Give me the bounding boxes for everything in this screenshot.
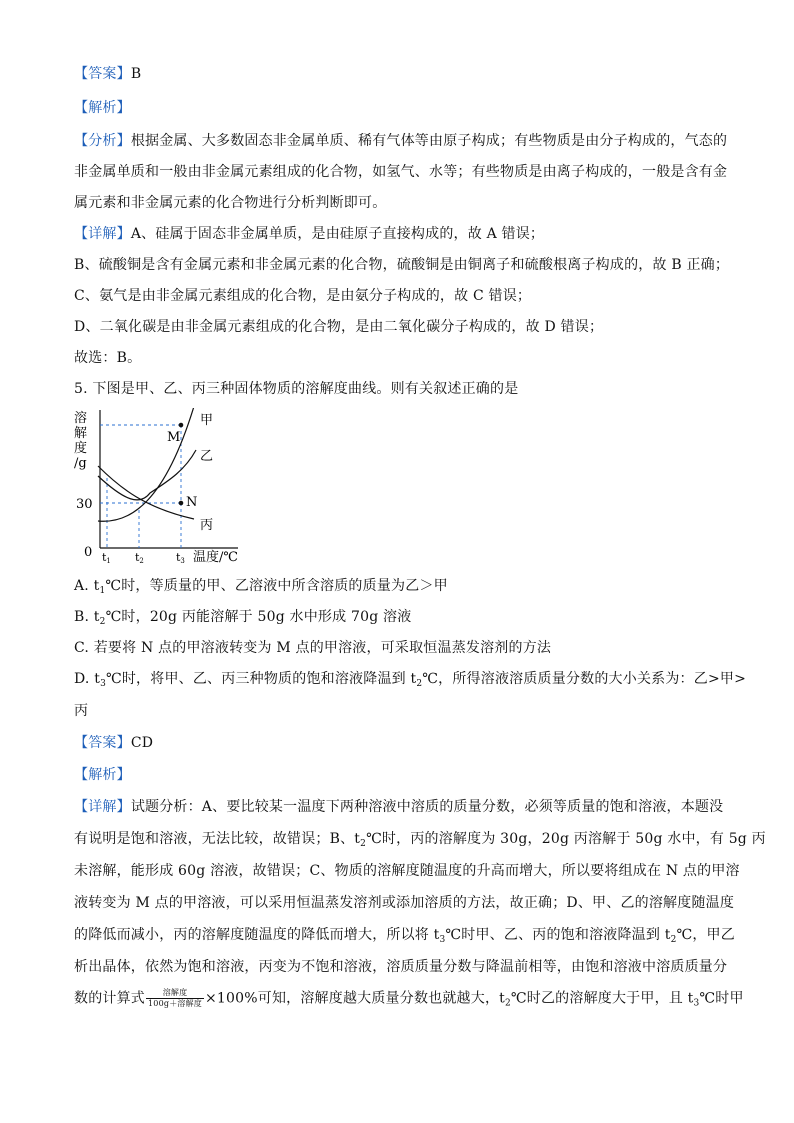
- choose-line: 故选：B。: [74, 350, 142, 366]
- answer-tag: 【答案】: [74, 66, 131, 82]
- xiangjie-line-d: D、二氧化碳是由非金属元素组成的化合物，是由二氧化碳分子构成的，故 D 错误；: [74, 319, 604, 335]
- answer-line-1: [74, 64, 141, 84]
- detail-7s2: 3: [693, 998, 700, 1009]
- detail-7c: ℃时乙的溶解度大于甲，且 t: [510, 990, 694, 1007]
- legend-bing: 丙: [200, 518, 214, 533]
- xtick-t1: t1: [102, 551, 111, 565]
- detail-text-1: 试题分析：A、要比较某一温度下两种溶液中溶质的质量分数，必须等质量的饱和溶液，本题没: [130, 799, 724, 815]
- analysis-tag: 【解析】: [74, 100, 131, 116]
- option-c: C. 若要将 N 点的甲溶液转变为 M 点的甲溶液，可采取恒温蒸发溶剂的方法: [74, 640, 552, 656]
- option-d-sub2: 2: [416, 679, 423, 689]
- answer-tag-2: 【答案】: [74, 735, 131, 751]
- option-a-post: ℃时，等质量的甲、乙溶液中所含溶质的质量为乙＞甲: [105, 578, 448, 594]
- curve-bing: [98, 466, 194, 519]
- detail-line-7: [74, 988, 744, 1014]
- legend-jia: 甲: [200, 413, 214, 428]
- point-n: [179, 501, 184, 506]
- label-n: N: [186, 495, 198, 510]
- analysis-tag-2: 【解析】: [74, 767, 131, 783]
- option-b-sub: 2: [99, 617, 106, 627]
- fraction-denominator: 100g＋溶解度: [148, 999, 202, 1008]
- label-m: M: [167, 430, 181, 445]
- option-b-pre: B. t: [74, 609, 100, 625]
- detail-line-1: [74, 797, 723, 817]
- xiangjie-line-c: C、氨气是由非金属元素组成的化合物，是由氨分子构成的，故 C 错误；: [74, 288, 532, 304]
- xiangjie-line-a: [74, 224, 544, 244]
- detail-line-6: 析出晶体，依然为饱和溶液，丙变为不饱和溶液，溶质质量分数与降温前相等，由饱和溶液中溶质质量分: [74, 959, 728, 975]
- detail-7a: 数的计算式: [74, 990, 145, 1007]
- xiangjie-tag-2: 【详解】: [74, 799, 131, 815]
- detail-line-3: 未溶解，能形成 60g 溶液，故错误；C、物质的溶解度随温度的升高而增大，所以要将组成在 N 点的甲溶: [74, 863, 740, 879]
- answer-value-2: CD: [130, 735, 154, 751]
- xiangjie-tag: 【详解】: [74, 226, 131, 242]
- analysis-heading-1: [74, 98, 131, 118]
- detail-2a: 有说明是饱和溶液，无法比较，故错误；B、t: [74, 831, 361, 847]
- option-d-wrap: 丙: [74, 703, 89, 719]
- option-a-pre: A. t: [74, 578, 100, 594]
- detail-7s1: 2: [504, 998, 511, 1009]
- ylabel-char-2: 解: [74, 426, 88, 441]
- analysis-heading-2: [74, 765, 131, 785]
- fenxi-text-1: 根据金属、大多数固态非金属单质、稀有气体等由原子构成；有些物质是由分子构成的，气态的: [130, 133, 728, 149]
- option-d: [74, 669, 746, 694]
- option-d-post: ℃，所得溶液溶质质量分数的大小关系为：乙>甲>: [422, 671, 747, 687]
- fenxi-line-1: [74, 131, 727, 151]
- option-d-pre: D. t: [74, 671, 101, 687]
- fenxi-tag: 【分析】: [74, 133, 131, 149]
- fraction-numerator: 溶解度: [146, 988, 204, 999]
- detail-2s: 2: [360, 839, 367, 849]
- detail-7b: ×100%可知，溶解度越大质量分数也就越大，t: [205, 990, 505, 1007]
- legend-yi: 乙: [200, 449, 214, 464]
- detail-5c: ℃，甲乙: [676, 927, 735, 943]
- answer-value: B: [130, 66, 142, 82]
- xiangjie-text-a: A、硅属于固态非金属单质，是由硅原子直接构成的，故 A 错误；: [130, 226, 545, 242]
- option-d-sub1: 3: [100, 679, 106, 689]
- ylabel-char-4: /g: [74, 456, 87, 471]
- xtick-t2: t2: [135, 551, 144, 565]
- detail-line-2: [74, 829, 766, 854]
- ytick-30: 30: [76, 497, 93, 512]
- xiangjie-line-b: B、硫酸铜是含有金属元素和非金属元素的化合物，硫酸铜是由铜离子和硫酸根离子构成的，故 B 正确；: [74, 257, 730, 273]
- detail-2b: ℃时，丙的溶解度为 30g，20g 丙溶解于 50g 水中，有 5g 丙: [366, 831, 766, 847]
- option-b: [74, 607, 411, 632]
- fenxi-line-2: 非金属单质和一般由非金属元素组成的化合物，如氢气、水等；有些物质是由离子构成的，一般是含有金: [74, 164, 728, 180]
- fenxi-line-3: 属元素和非金属元素的化合物进行分析判断即可。: [74, 195, 387, 211]
- detail-line-5: [74, 925, 735, 950]
- option-d-mid: ℃时，将甲、乙、丙三种物质的饱和溶液降温到 t: [106, 671, 417, 687]
- formula-fraction: [146, 988, 204, 1009]
- detail-5s1: 3: [439, 935, 446, 945]
- option-b-post: ℃时，20g 丙能溶解于 50g 水中形成 70g 溶液: [105, 609, 412, 625]
- ylabel-char-3: 度: [74, 441, 88, 456]
- xlabel: 温度/℃: [193, 550, 238, 565]
- detail-5b: ℃时甲、乙、丙的饱和溶液降温到 t: [445, 927, 671, 943]
- point-m: [179, 423, 184, 428]
- origin-label: 0: [84, 545, 93, 560]
- option-a-sub: 1: [99, 586, 106, 596]
- question-stem: 5. 下图是甲、乙、丙三种固体物质的溶解度曲线。则有关叙述正确的是: [74, 381, 519, 397]
- xtick-t3: t3: [176, 551, 185, 565]
- ylabel-char-1: 溶: [74, 411, 88, 426]
- detail-line-4: 液转变为 M 点的甲溶液，可以采用恒温蒸发溶剂或添加溶质的方法，故正确；D、甲、乙的溶解度随温度: [74, 895, 735, 911]
- detail-7d: ℃时甲: [699, 990, 744, 1007]
- solubility-chart: [70, 408, 250, 568]
- option-a: [74, 576, 448, 601]
- detail-5s2: 2: [670, 935, 677, 945]
- detail-5a: 的降低而减小，丙的溶解度随温度的降低而增大，所以将 t: [74, 927, 440, 943]
- answer-line-2: [74, 733, 153, 753]
